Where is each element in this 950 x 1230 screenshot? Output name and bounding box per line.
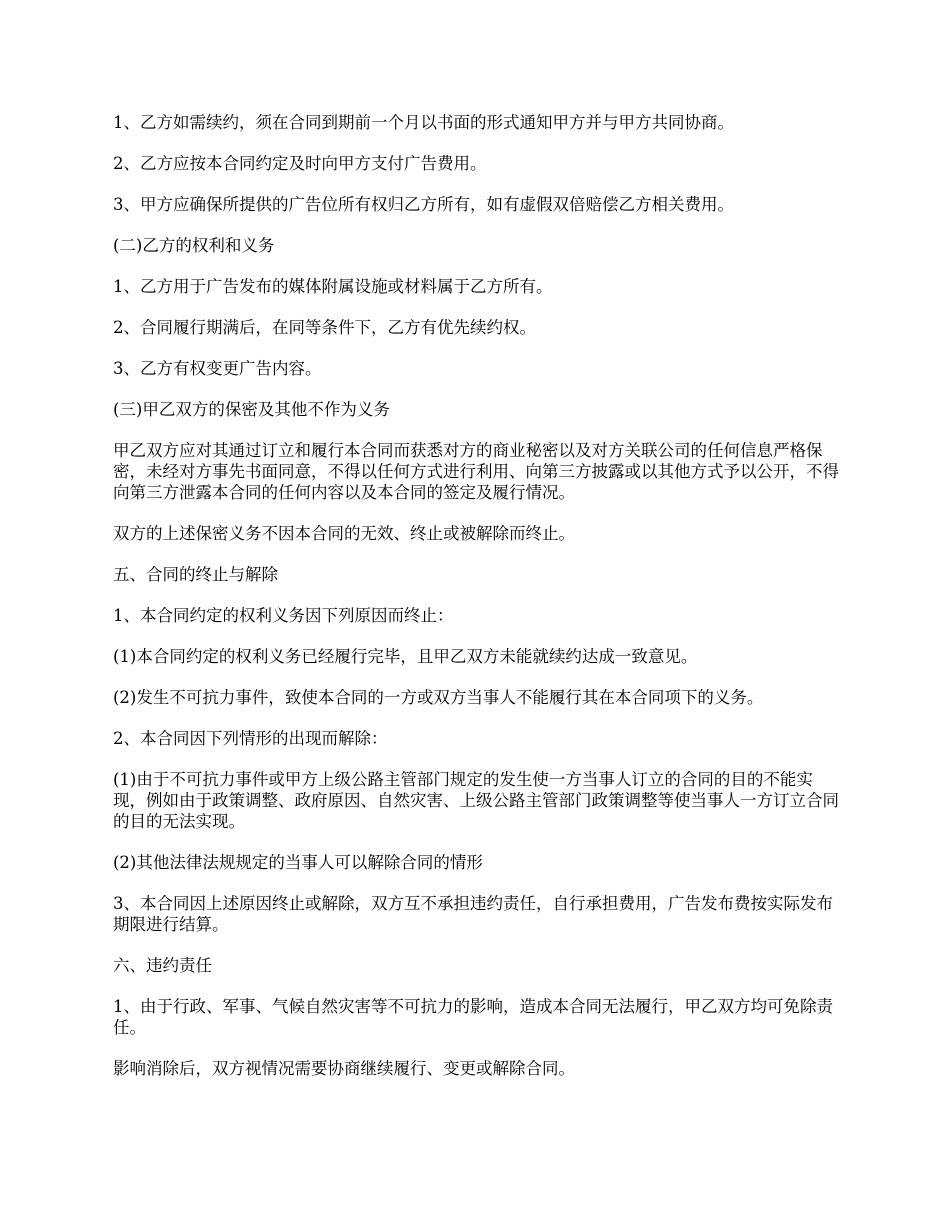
paragraph-priority-renewal: 2、合同履行期满后，在同等条件下，乙方有优先续约权。 [113,318,536,337]
paragraph-rescission-causes: 2、本合同因下列情形的出现而解除： [113,729,388,748]
paragraph-termination-fulfilled: (1)本合同约定的权利义务已经履行完毕，且甲乙双方未能就续约达成一致意见。 [113,647,698,666]
paragraph-change-content: 3、乙方有权变更广告内容。 [113,359,322,378]
paragraph-ownership-guarantee: 3、甲方应确保所提供的广告位所有权归乙方所有，如有虚假双倍赔偿乙方相关费用。 [113,195,734,214]
paragraph-settlement: 3、本合同因上述原因终止或解除，双方互不承担违约责任，自行承担费用，广告发布费按实际发布期限进行结算。 [113,894,833,934]
document-body [113,112,843,1099]
paragraph-confidentiality-terms: 甲乙双方应对其通过订立和履行本合同而获悉对方的商业秘密以及对方关联公司的任何信息严格保密，未经对方事先书面同意，不得以任何方式进行利用、向第三方披露或以其他方式予以公开，不得向第三方泄露本合同的任何内容以及本合同的签定及履行情况。 [113,441,839,502]
section-heading-termination: 五、合同的终止与解除 [113,565,278,584]
paragraph-rescission-legal: (2)其他法律法规规定的当事人可以解除合同的情形 [113,853,483,872]
paragraph-after-effect: 影响消除后，双方视情况需要协商继续履行、变更或解除合同。 [113,1059,575,1078]
paragraph-payment: 2、乙方应按本合同约定及时向甲方支付广告费用。 [113,154,487,173]
paragraph-confidentiality-survival: 双方的上述保密义务不因本合同的无效、终止或被解除而终止。 [113,524,575,543]
paragraph-termination-force-majeure: (2)发生不可抗力事件，致使本合同的一方或双方当事人不能履行其在本合同项下的义务。 [113,688,764,707]
paragraph-rescission-purpose: (1)由于不可抗力事件或甲方上级公路主管部门规定的发生使一方当事人订立的合同的目的不能实现，例如由于政策调整、政府原因、自然灾害、上级公路主管部门政策调整等使当事人一方订立合同的目的无法实现。 [113,770,839,831]
paragraph-exemption: 1、由于行政、军事、气候自然灾害等不可抗力的影响，造成本合同无法履行，甲乙双方均可免除责任。 [113,997,833,1037]
paragraph-renewal-notice: 1、乙方如需续约，须在合同到期前一个月以书面的形式通知甲方并与甲方共同协商。 [113,113,734,132]
section-heading-party-b-rights: (二)乙方的权利和义务 [113,236,275,255]
paragraph-media-ownership: 1、乙方用于广告发布的媒体附属设施或材料属于乙方所有。 [113,277,553,296]
section-heading-liability: 六、违约责任 [113,956,212,975]
paragraph-termination-causes: 1、本合同约定的权利义务因下列原因而终止： [113,606,454,625]
section-heading-confidentiality: (三)甲乙双方的保密及其他不作为义务 [113,400,390,419]
